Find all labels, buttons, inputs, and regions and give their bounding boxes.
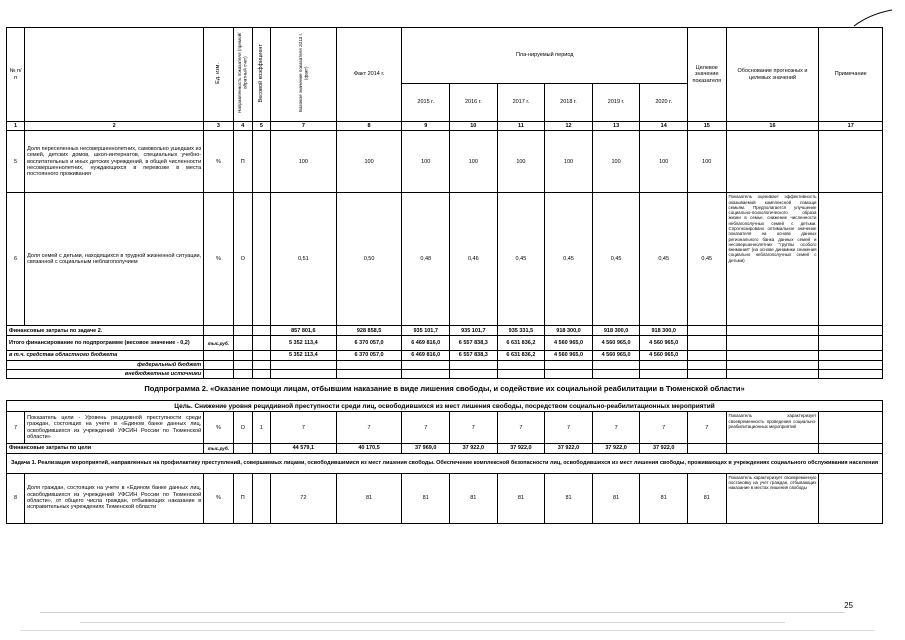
finance-label: в т.ч. средства областного бюджета [7,351,204,360]
finance-value: 37 969,0 [402,444,450,453]
finance-value: 4 560 965,0 [545,351,593,360]
value-cell: 72 [270,473,336,523]
target-cell: 0,45 [688,193,727,326]
header-name [25,28,204,122]
direction-cell: П [233,131,252,193]
finance-value: 4 560 965,0 [592,351,640,360]
finance-value: 918 300,0 [545,326,593,336]
justification-cell: Показатель характеризует своевременную постановку на учет граждан, отбывающих наказание в местах лишения свободы [726,473,819,523]
finance-value: 6 370 057,0 [336,336,402,351]
finance-value: 935 101,7 [450,326,498,336]
col-num: 2 [25,122,204,131]
value-cell: 81 [402,473,450,523]
finance-label: федеральный бюджет [7,360,204,369]
finance-value: 37 922,0 [545,444,593,453]
value-cell: 0,51 [270,193,336,326]
value-cell: 7 [270,412,336,444]
header-justification: Обоснование прогнозных и целевых значений [726,28,819,122]
col-num: 17 [819,122,883,131]
header-year: 2020 г. [640,84,688,122]
col-num: 4 [233,122,252,131]
col-num: 15 [688,122,727,131]
finance-label: Финансовые затраты по задаче 2. [7,326,204,336]
col-num: 12 [545,122,593,131]
goal-title: Цель. Снижение уровня рецидивной преступности среди лиц, освободившихся из мест лишения свободы, посредством социально-реабилитационных мероприятий [7,401,883,412]
weight-cell [252,193,270,326]
col-num: 10 [450,122,498,131]
finance-value: 5 352 113,4 [270,351,336,360]
finance-value: 37 922,0 [450,444,498,453]
finance-value: 5 352 113,4 [270,336,336,351]
task-title: Задача 1. Реализация мероприятий, направленных на профилактику преступлений, совершаемых лицами, освободившимися из мест лишения свободы. Обеспечение комплексной безопасности лиц, освободившихся из мест лишения свободы, проживающих в учреждениях социального обслуживания населения [7,453,883,473]
unit-cell: % [204,193,233,326]
finance-value: 6 370 057,0 [336,351,402,360]
weight-cell: 1 [252,412,270,444]
row-number: 7 [7,412,25,444]
value-cell: 81 [450,473,498,523]
value-cell: 100 [640,131,688,193]
col-num: 8 [336,122,402,131]
note-cell [819,473,883,523]
row-number: 5 [7,131,25,193]
pen-mark [852,6,894,28]
finance-label: Финансовые затраты по цели [7,444,204,453]
finance-value: 6 557 838,3 [450,351,498,360]
direction-cell: О [233,193,252,326]
col-num: 7 [270,122,336,131]
table-row [7,131,883,193]
table-row [7,412,883,444]
justification-cell: Показатель характеризует своевременность проведения социально-реабилитационных мероприятий [726,412,819,444]
finance-value: 6 557 838,3 [450,336,498,351]
target-cell: 81 [688,473,727,523]
finance-value: 37 922,0 [592,444,640,453]
direction-cell: О [233,412,252,444]
value-cell: 0,45 [545,193,593,326]
header-no: № п/п [7,28,25,122]
header-target: Целевое значение показателя [688,28,727,122]
value-cell: 100 [270,131,336,193]
value-cell: 7 [450,412,498,444]
finance-row [7,360,883,369]
column-numbering-row [7,122,883,131]
value-cell: 81 [592,473,640,523]
header-year: 2017 г. [497,84,545,122]
scan-noise [80,622,785,623]
target-cell: 7 [688,412,727,444]
direction-cell: П [233,473,252,523]
value-cell: 7 [592,412,640,444]
finance-row [7,336,883,351]
finance-value: 918 300,0 [592,326,640,336]
header-year: 2015 г. [402,84,450,122]
finance-value: 4 560 965,0 [640,336,688,351]
value-cell: 0,45 [640,193,688,326]
indicator-name: Доля семей с детьми, находящихся в трудной жизненной ситуации, связанной с социальным неблагополучием [25,193,204,326]
finance-value: 4 560 965,0 [545,336,593,351]
indicator-name: Доля переселенных несовершеннолетних, самовольно ушедших из семей, детских домов, школ-интернатов, специальных учебно-воспитательных и иных детских учреждений, в общей численности несовершеннолетних, нуждающихся в перевозке в места постоянного проживания [25,131,204,193]
scan-noise [40,612,845,613]
justification-cell [726,131,819,193]
finance-value: 6 631 836,2 [497,351,545,360]
finance-row [7,326,883,336]
finance-value: 928 858,5 [336,326,402,336]
header-unit: Ед. изм. [215,62,222,84]
note-cell [819,131,883,193]
note-cell [819,412,883,444]
weight-cell [252,473,270,523]
value-cell: 0,46 [450,193,498,326]
header-fact: Факт 2014 г. [336,28,402,122]
finance-row [7,444,883,453]
justification-cell: Показатель оценивает эффективность оказываемой комплексной помощи семьям. Предполагается улучшение социально-психологического образа жизни в семье, снижение численности неблагополучных семей с детьми. Спрогнозировано оптимальное значение показателя на основе данных регионального банка данных семей и несовершеннолетних "группы особого внимания" (на основе динамики снижения социально неблагополучных семей с детьми) [726,193,819,326]
subprogram-title: Подпрограмма 2. «Оказание помощи лицам, отбывшим наказание в виде лишения свободы, и содействие их социальной реабилитации в Тюменской области» [7,379,883,401]
value-cell: 81 [497,473,545,523]
col-num: 14 [640,122,688,131]
col-num: 5 [252,122,270,131]
finance-value: 4 560 965,0 [640,351,688,360]
finance-row [7,351,883,360]
value-cell: 81 [336,473,402,523]
finance-value: 857 801,6 [270,326,336,336]
value-cell: 7 [640,412,688,444]
value-cell: 81 [545,473,593,523]
row-number: 6 [7,193,25,326]
col-num: 9 [402,122,450,131]
value-cell: 7 [545,412,593,444]
value-cell: 100 [592,131,640,193]
col-num: 13 [592,122,640,131]
finance-value: 4 560 965,0 [592,336,640,351]
finance-value: 6 631 836,2 [497,336,545,351]
finance-unit: тыс.руб. [204,336,233,351]
indicator-name: Показатель цели - Уровень рецидивной преступности среди граждан, состоящих на учете в «Едином банке данных лиц, освободившихся из учреждений УФСИН России по Тюменской области» [25,412,204,444]
indicator-name: Доля граждан, состоящих на учете в «Едином банке данных лиц, освободившихся из учреждений УФСИН России по Тюменской области», от общего числа граждан, отбывающих наказание в исправительных учреждениях Тюменской области [25,473,204,523]
value-cell: 81 [640,473,688,523]
unit-cell: % [204,473,233,523]
value-cell: 100 [497,131,545,193]
value-cell: 0,48 [402,193,450,326]
page-number: 25 [844,601,853,610]
indicator-table [6,27,883,524]
col-num: 16 [726,122,819,131]
table-row [7,473,883,523]
col-num: 1 [7,122,25,131]
header-year: 2016 г. [450,84,498,122]
header-planned: Пла-нируемый период [402,28,688,84]
value-cell: 100 [545,131,593,193]
value-cell: 100 [336,131,402,193]
finance-row [7,369,883,378]
finance-value: 918 300,0 [640,326,688,336]
finance-value: 6 469 816,0 [402,336,450,351]
note-cell [819,193,883,326]
indicator-table-sheet [6,27,883,524]
value-cell: 100 [450,131,498,193]
header-weight: Весовой коэффициент [258,44,265,103]
header-year: 2019 г. [592,84,640,122]
value-cell: 7 [336,412,402,444]
finance-value: 37 922,0 [640,444,688,453]
scan-noise [20,630,875,631]
finance-value: 935 101,7 [402,326,450,336]
col-num: 11 [497,122,545,131]
header-year: 2018 г. [545,84,593,122]
finance-value: 37 922,0 [497,444,545,453]
header-base: Базовое значение показателя 2013 г. (факт) [298,33,309,113]
finance-value: 44 579,1 [270,444,336,453]
finance-unit: тыс.руб. [204,444,233,453]
value-cell: 0,45 [497,193,545,326]
unit-cell: % [204,412,233,444]
header-direction: Направленность показателя (прямой/обратный счет) [237,33,248,114]
value-cell: 7 [402,412,450,444]
finance-label: внебюджетные источники [7,369,204,378]
header-note: Примечание [819,28,883,122]
finance-value: 40 170,5 [336,444,402,453]
weight-cell [252,131,270,193]
unit-cell: % [204,131,233,193]
value-cell: 7 [497,412,545,444]
finance-value: 6 469 816,0 [402,351,450,360]
row-number: 8 [7,473,25,523]
value-cell: 100 [402,131,450,193]
target-cell: 100 [688,131,727,193]
finance-value: 935 331,5 [497,326,545,336]
value-cell: 0,45 [592,193,640,326]
finance-label: Итого финансирование по подпрограмме (весовое значение - 0,2) [7,336,204,351]
col-num: 3 [204,122,233,131]
table-row [7,193,883,326]
value-cell: 0,50 [336,193,402,326]
